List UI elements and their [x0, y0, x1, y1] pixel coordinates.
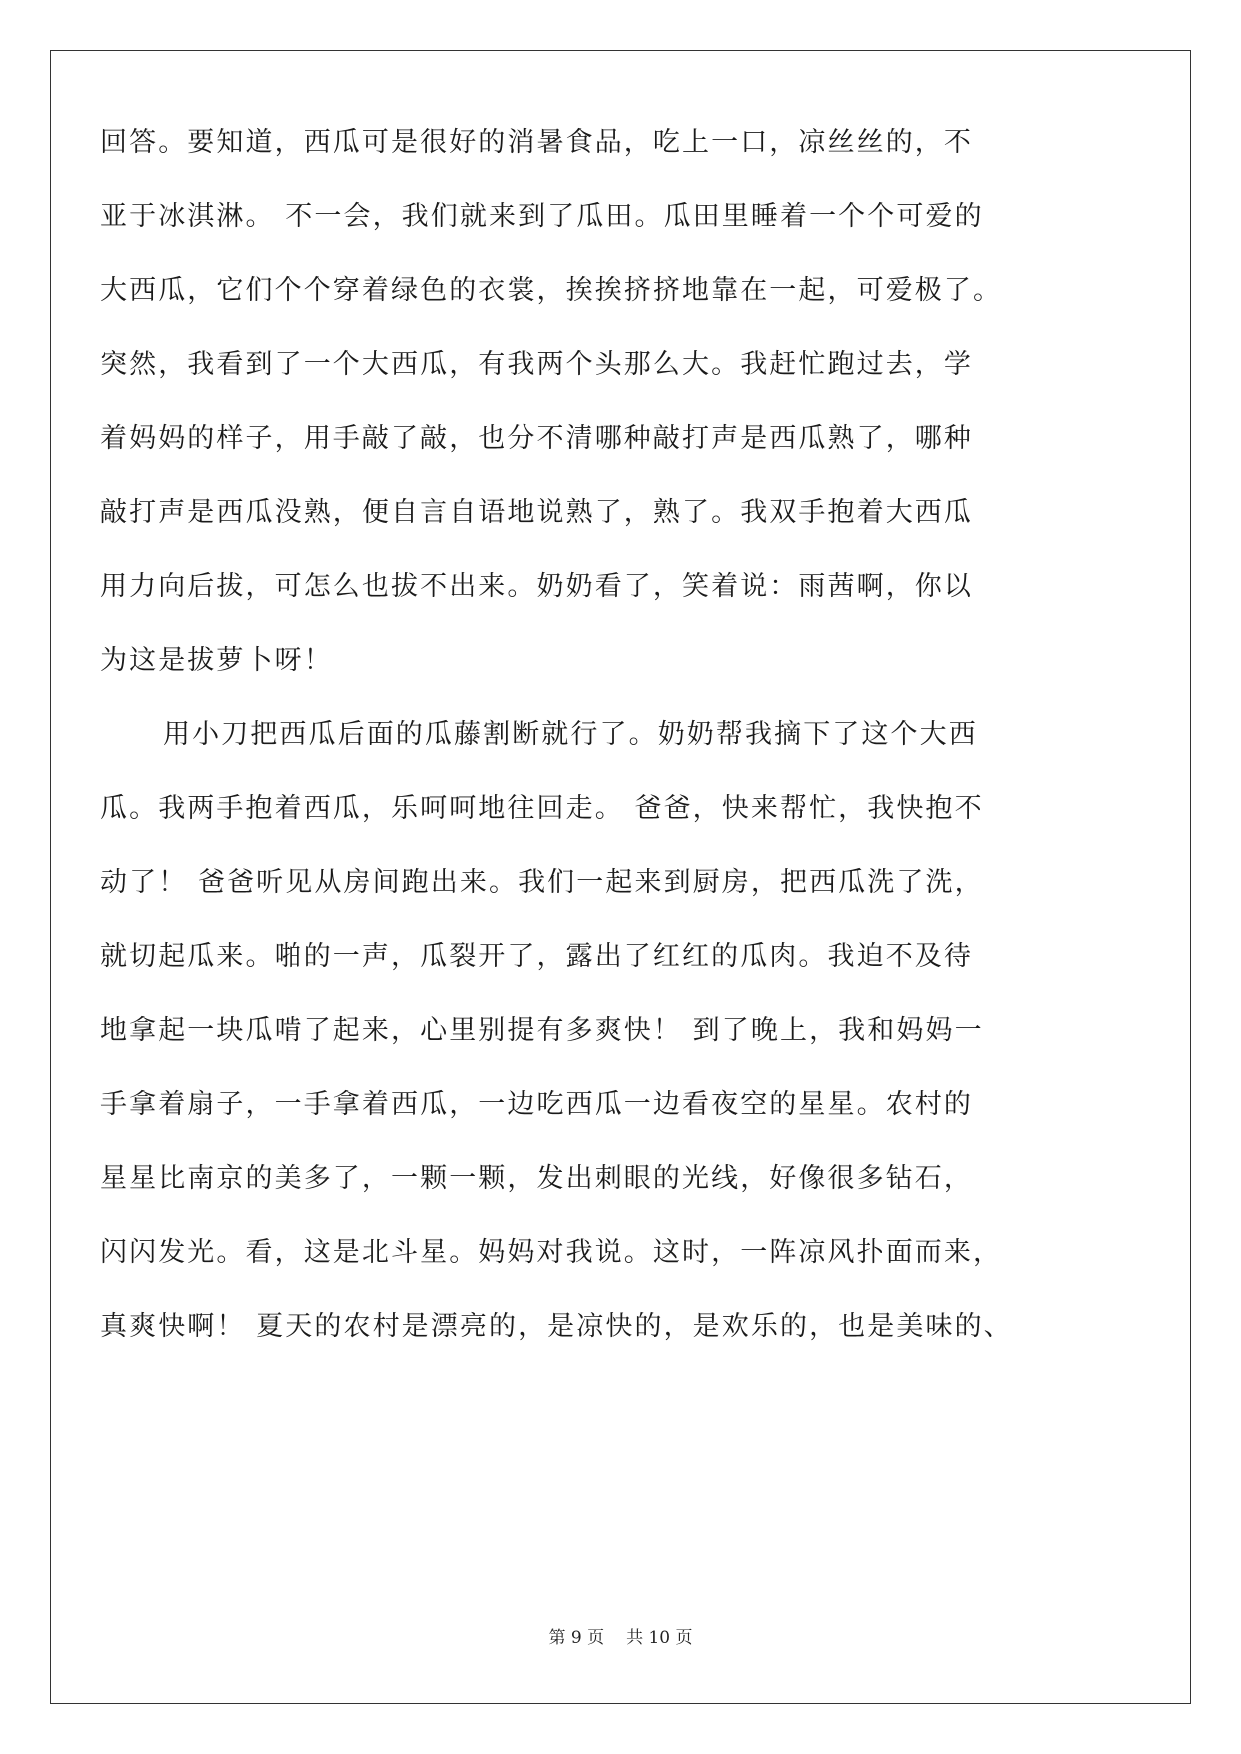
text-line: 大西瓜，它们个个穿着绿色的衣裳，挨挨挤挤地靠在一起，可爱极了。: [100, 275, 1003, 306]
text-line: 瓜。我两手抱着西瓜，乐呵呵地往回走。 爸爸，快来帮忙，我快抱不: [100, 793, 984, 824]
page-total: 共 10 页: [626, 1628, 693, 1648]
page-footer: [0, 1623, 1241, 1648]
text-line: 真爽快啊！ 夏天的农村是漂亮的，是凉快的，是欢乐的，也是美味的、: [100, 1311, 1013, 1342]
text-line: 为这是拔萝卜呀！: [100, 645, 333, 676]
text-line: 着妈妈的样子，用手敲了敲，也分不清哪种敲打声是西瓜熟了，哪种: [100, 423, 973, 454]
paragraph-start-line: 用小刀把西瓜后面的瓜藤割断就行了。奶奶帮我摘下了这个大西: [163, 719, 978, 750]
page-number: 第 9 页: [548, 1628, 605, 1648]
text-line: 亚于冰淇淋。 不一会，我们就来到了瓜田。瓜田里睡着一个个可爱的: [100, 201, 984, 232]
text-line: 手拿着扇子，一手拿着西瓜，一边吃西瓜一边看夜空的星星。农村的: [100, 1089, 973, 1120]
text-line: 就切起瓜来。啪的一声，瓜裂开了，露出了红红的瓜肉。我迫不及待: [100, 941, 973, 972]
text-line: 回答。要知道，西瓜可是很好的消暑食品，吃上一口，凉丝丝的，不: [100, 127, 973, 158]
text-line: 用力向后拔，可怎么也拔不出来。奶奶看了，笑着说：雨茜啊，你以: [100, 571, 973, 602]
text-line: 突然，我看到了一个大西瓜，有我两个头那么大。我赶忙跑过去，学: [100, 349, 973, 380]
text-line: 星星比南京的美多了，一颗一颗，发出刺眼的光线，好像很多钻石，: [100, 1163, 973, 1194]
text-line: 敲打声是西瓜没熟，便自言自语地说熟了，熟了。我双手抱着大西瓜: [100, 497, 973, 528]
body-text: [100, 106, 1100, 1364]
text-line: 闪闪发光。看，这是北斗星。妈妈对我说。这时，一阵凉风扑面而来，: [100, 1237, 1003, 1268]
text-line: 动了！ 爸爸听见从房间跑出来。我们一起来到厨房，把西瓜洗了洗，: [100, 867, 984, 898]
text-line: 地拿起一块瓜啃了起来，心里别提有多爽快！ 到了晚上，我和妈妈一: [100, 1015, 984, 1046]
